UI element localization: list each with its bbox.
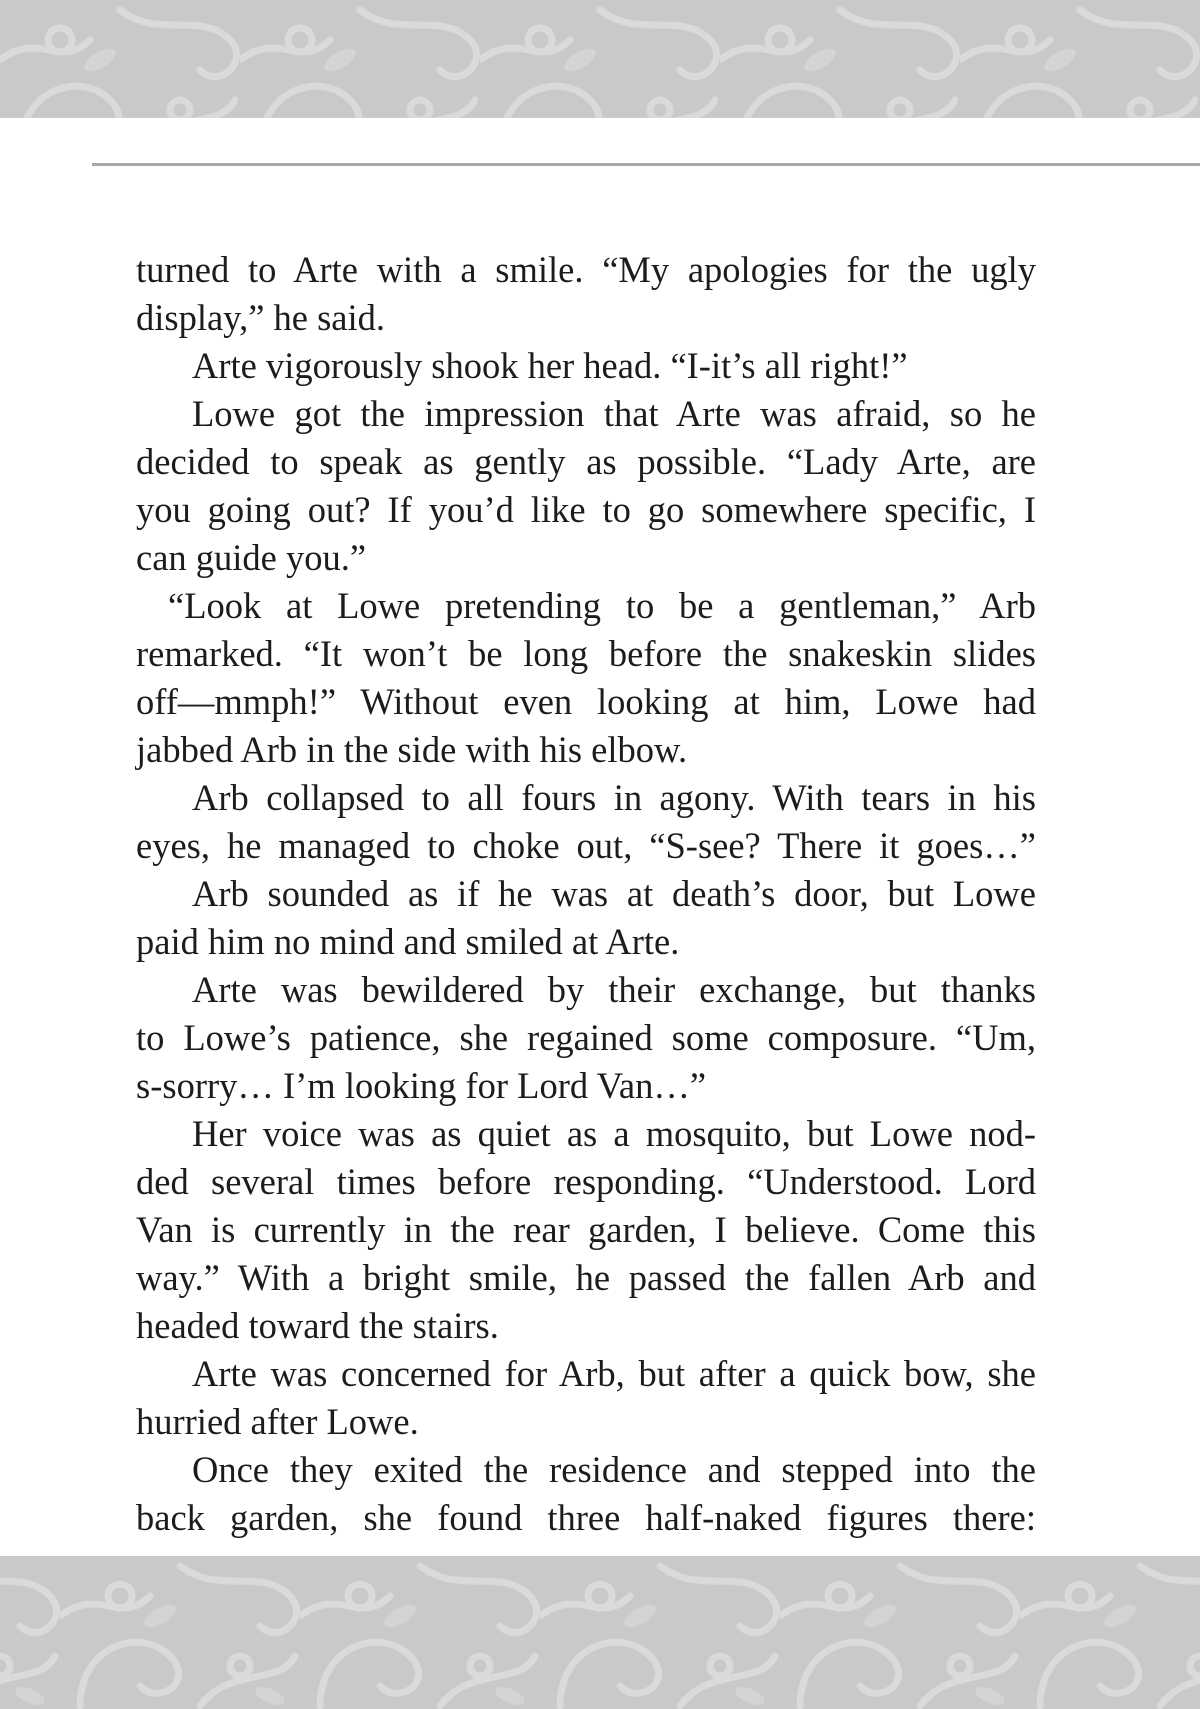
text-line: to Lowe’s patience, she regained some composure. “Um,: [136, 1017, 1036, 1058]
text-line: Arb sounded as if he was at death’s door, but Lowe: [192, 873, 1036, 914]
text-line: decided to speak as gently as possible. “Lady Arte, are: [136, 441, 1036, 482]
damask-pattern: [0, 1556, 1200, 1709]
top-ornamental-band: [0, 0, 1200, 118]
text-line: display,” he said.: [136, 297, 386, 338]
text-line: Arte was concerned for Arb, but after a quick bow, she: [192, 1353, 1036, 1394]
damask-pattern: [0, 0, 1200, 118]
text-line: Arte vigorously shook her head. “I-it’s all right!”: [192, 345, 908, 386]
text-line: headed toward the stairs.: [136, 1305, 499, 1346]
text-line: can guide you.”: [136, 537, 367, 578]
text-line: jabbed Arb in the side with his elbow.: [136, 729, 688, 770]
body-text: [136, 246, 1036, 1542]
text-line: “Look at Lowe pretending to be a gentleman,” Arb: [168, 585, 1036, 626]
text-line: Arb collapsed to all fours in agony. With tears in his: [192, 777, 1036, 818]
text-line: Van is currently in the rear garden, I believe. Come this: [136, 1209, 1036, 1250]
text-line: way.” With a bright smile, he passed the fallen Arb and: [136, 1257, 1036, 1298]
text-line: Once they exited the residence and stepped into the: [192, 1449, 1036, 1490]
text-line: off—mmph!” Without even looking at him, Lowe had: [136, 681, 1036, 722]
text-line: back garden, she found three half-naked figures there:: [136, 1497, 1036, 1538]
text-line: remarked. “It won’t be long before the snakeskin slides: [136, 633, 1036, 674]
text-line: turned to Arte with a smile. “My apologies for the ugly: [136, 249, 1036, 290]
text-line: Arte was bewildered by their exchange, but thanks: [192, 969, 1036, 1010]
text-line: Lowe got the impression that Arte was afraid, so he: [192, 393, 1036, 434]
text-line: hurried after Lowe.: [136, 1401, 419, 1442]
bottom-ornamental-band: [0, 1556, 1200, 1709]
text-line: Her voice was as quiet as a mosquito, but Lowe nod-: [192, 1113, 1036, 1154]
text-line: you going out? If you’d like to go somewhere specific, I: [136, 489, 1036, 530]
text-line: ded several times before responding. “Understood. Lord: [136, 1161, 1036, 1202]
header-rule: [92, 163, 1200, 166]
text-line: s-sorry… I’m looking for Lord Van…”: [136, 1065, 707, 1106]
text-line: eyes, he managed to choke out, “S-see? There it goes…”: [136, 825, 1036, 866]
text-line: paid him no mind and smiled at Arte.: [136, 921, 680, 962]
